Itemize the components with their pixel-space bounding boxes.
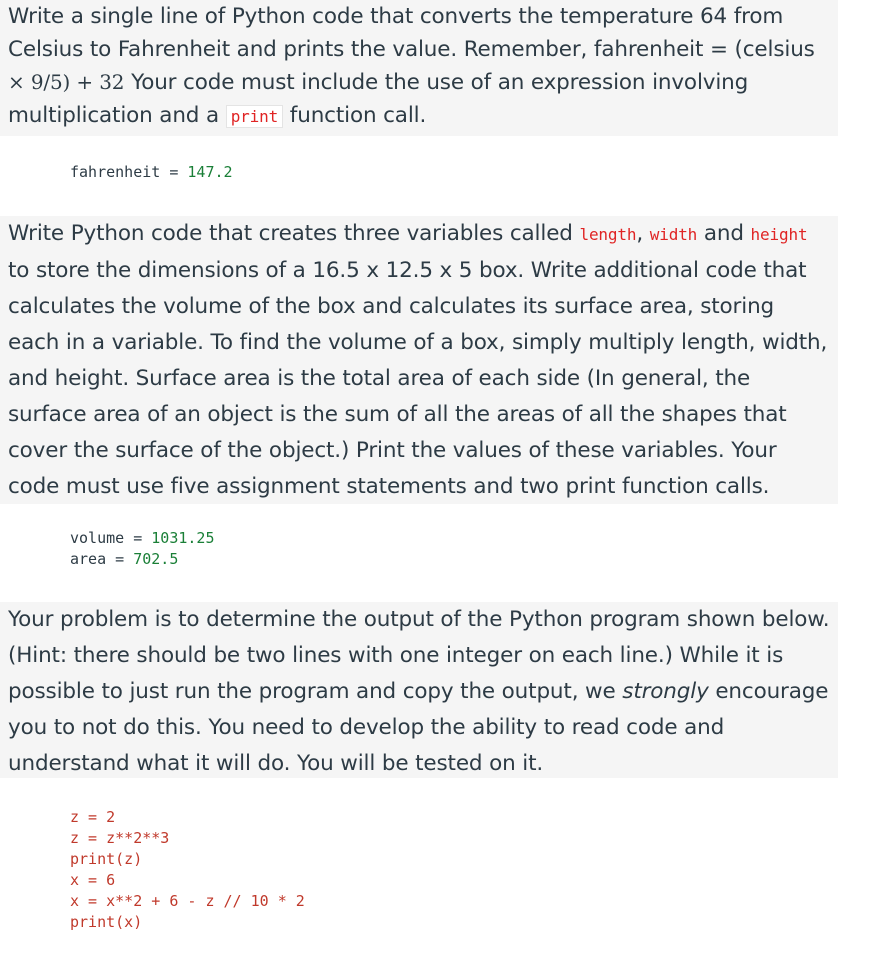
inline-code-print: print: [226, 105, 283, 128]
question-box-dimensions: [0, 216, 838, 504]
q3-text-b: encourage you to not do this. You need to develop the ability to read code and understand what it will do. You will be tested on it.: [8, 679, 829, 776]
code-line: z = z**2**3: [70, 829, 170, 847]
q1-formula: × 9/5) + 32: [8, 70, 125, 94]
q1-text-a: Write a single line of Python code that converts the temperature 64 from Celsius to Fahrenheit and prints the value. Remember, fahrenheit = (celsius: [8, 4, 815, 62]
q2-and: and: [697, 221, 751, 246]
output-eq: =: [124, 529, 152, 547]
output-block-fahrenheit: [70, 162, 233, 183]
program-code-block: [70, 807, 305, 933]
code-line: z = 2: [70, 808, 116, 826]
output-var-name: area: [70, 550, 107, 568]
question-program-output: [0, 602, 838, 778]
q2-text-b: to store the dimensions of a 16.5 x 12.5 x 5 box. Write additional code that calculates the volume of the box and calculates its surface area, storing each in a variable. To find the volume of a box, simply multiply length, width, and height. Surface area is the total area of each side (In general, the surface area of an object is the sum of all the areas of all the shapes that cover the surface of the object.) Print the values of these variables. Your code must use five assignment statements and two print function calls.: [8, 258, 828, 499]
inline-code-height: height: [750, 225, 808, 244]
inline-code-width: width: [649, 225, 698, 244]
output-line-volume: [70, 528, 215, 549]
q1-text-c: function call.: [283, 103, 427, 128]
output-value: 702.5: [133, 550, 179, 568]
output-block-box: [70, 528, 215, 570]
q2-text-a: Write Python code that creates three variables called: [8, 221, 580, 246]
code-line: x = 6: [70, 871, 116, 889]
q3-emphasis: strongly: [622, 679, 709, 704]
q3-text-a: Your problem is to determine the output of the Python program shown below. (Hint: there should be two lines with one integer on each line.) While it is possible to just run the program and copy the output, we: [8, 607, 830, 704]
output-value: 147.2: [187, 163, 233, 181]
output-line: [70, 162, 233, 183]
output-line-area: [70, 549, 215, 570]
code-line: print(x): [70, 913, 143, 931]
question-temperature-conversion: [0, 0, 838, 136]
output-eq: =: [106, 550, 134, 568]
inline-code-length: length: [579, 225, 637, 244]
output-var-name: fahrenheit: [70, 163, 161, 181]
q2-sep: ,: [636, 221, 650, 246]
code-line: x = x**2 + 6 - z // 10 * 2: [70, 892, 305, 910]
output-eq: =: [160, 163, 188, 181]
q1-text-b: Your code must include the use of an expression involving multiplication and a: [8, 70, 749, 128]
code-line: print(z): [70, 850, 143, 868]
output-value: 1031.25: [151, 529, 215, 547]
output-var-name: volume: [70, 529, 125, 547]
